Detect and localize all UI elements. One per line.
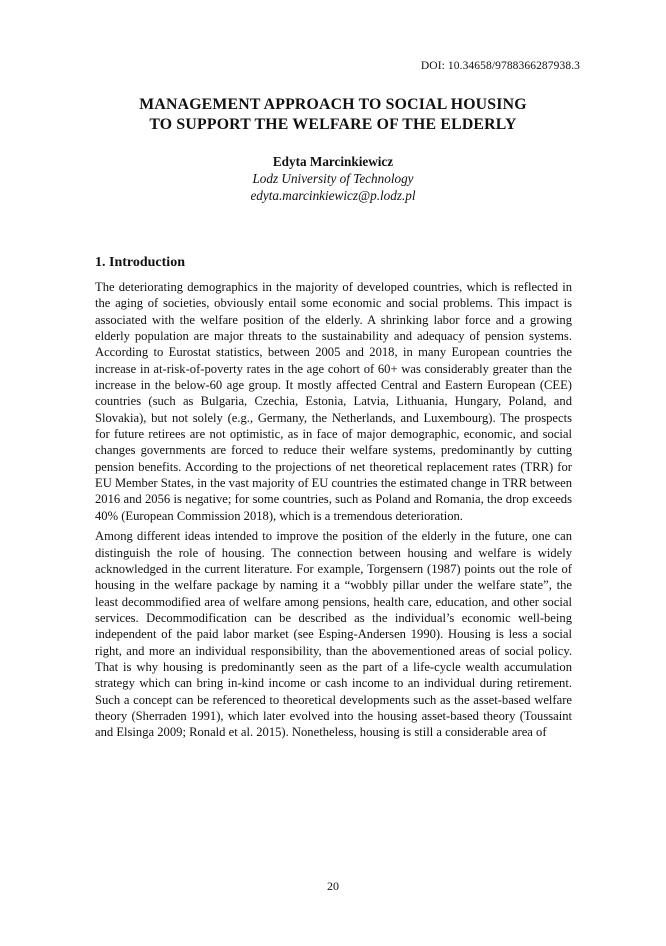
author-name: Edyta Marcinkiewicz [272, 154, 394, 169]
page-number: 20 [327, 879, 339, 893]
paper-title [60, 95, 606, 135]
paper-title-line-2: TO SUPPORT THE WELFARE OF THE ELDERLY [149, 116, 517, 133]
paragraph-1: The deteriorating demographics in the majority of developed countries, which is reflected in the aging of societies, obviously entail some economic and social problems. This impact is associated with the welfare position of the elderly. A shrinking labor force and a growing elderly population are major threats to the sustainability and adequacy of pension systems. According to Eurostat statistics, between 2005 and 2018, in many European countries the increase in at-risk-of-poverty rates in the age cohort of 60+ was considerably greater than the increase in the below-60 age group. It mostly affected Central and Eastern European (CEE) countries (such as Bulgaria, Czechia, Estonia, Latvia, Lithuania, Hungary, Poland, and Slovakia), but not solely (e.g., Germany, the Netherlands, and Luxembourg). The prospects for future retirees are not optimistic, as in face of major demographic, economic, and social changes governments are forced to reduce their welfare systems, predominantly by cutting pension benefits. According to the projections of net theoretical replacement rates (TRR) for EU Member States, in the vast majority of EU countries the estimated change in TRR between 2016 and 2056 is negative; for some countries, such as Poland and Romania, the drop exceeds 40% (European Commission 2018), which is a tremendous deterioration. [95, 280, 572, 523]
author-affiliation: Lodz University of Technology [252, 171, 414, 186]
author-email: edyta.marcinkiewicz@p.lodz.pl [250, 188, 416, 203]
section-heading: 1. Introduction [95, 255, 185, 270]
author-block [0, 153, 666, 204]
paper-title-line-1: MANAGEMENT APPROACH TO SOCIAL HOUSING [139, 96, 527, 113]
section-body [95, 279, 572, 745]
doi-label: DOI: 10.34658/9788366287938.3 [420, 60, 580, 72]
paragraph-2: Among different ideas intended to improve the position of the elderly in the future, one can distinguish the role of housing. The connection between housing and welfare is widely acknowledged in the current literature. For example, Torgensern (1987) points out the role of housing in the welfare package by naming it a “wobbly pillar under the welfare state”, the least decommodified area of welfare among pensions, health care, education, and other social services. Decommodification can be described as the individual’s economic well-being independent of the paid labor market (see Esping-Andersen 1990). Housing is less a social right, and more an individual responsibility, than the abovementioned areas of social policy. That is why housing is predominantly seen as the part of a life-cycle wealth accumulation strategy which can bring in-kind income or cash income to an individual during retirement. Such a concept can be referenced to theoretical developments such as the asset-based welfare theory (Sherraden 1991), which later evolved into the housing asset-based theory (Toussaint and Elsinga 2009; Ronald et al. 2015). Nonetheless, housing is still a considerable area of [95, 529, 572, 740]
